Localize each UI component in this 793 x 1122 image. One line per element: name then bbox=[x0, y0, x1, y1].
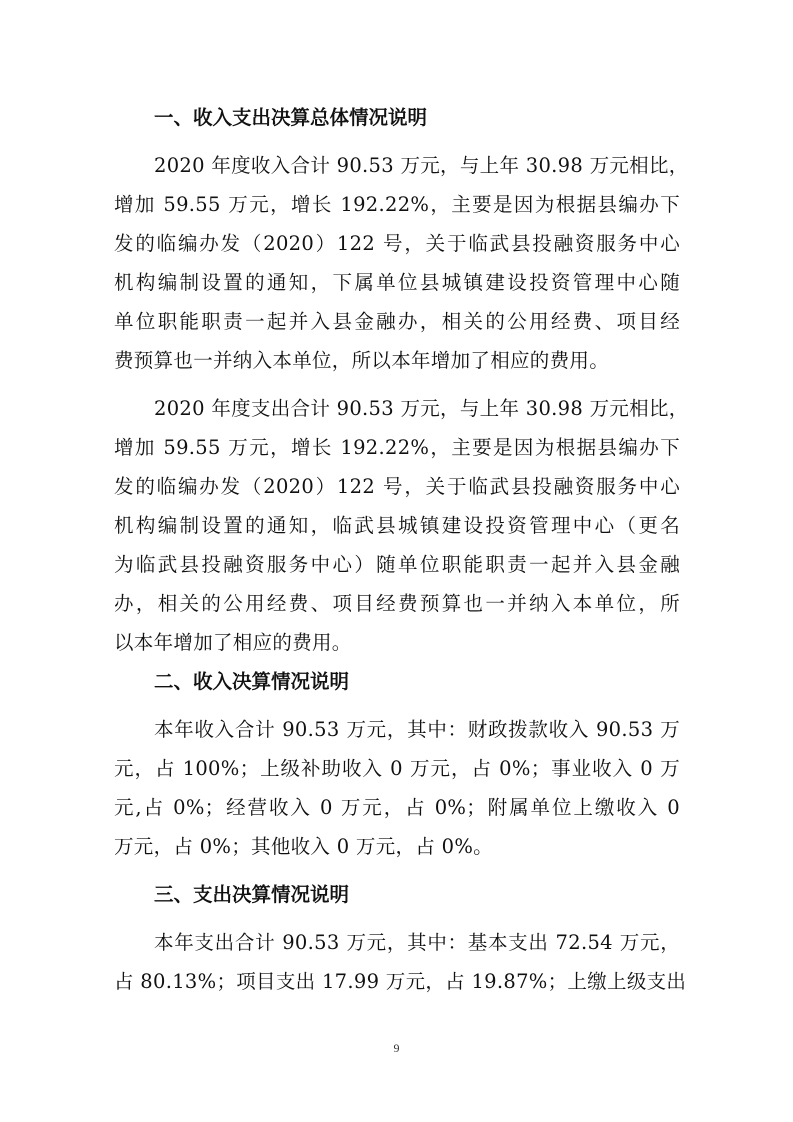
paragraph-income-overall bbox=[114, 146, 689, 380]
text-line: 单位职能职责一起并入县金融办，相关的公用经费、项目经 bbox=[114, 310, 680, 333]
text-line: 2020 年度支出合计 90.53 万元，与上年 30.98 万元相比， bbox=[154, 397, 689, 420]
text-line: 占 80.13%；项目支出 17.99 万元，占 19.87%；上缴上级支出 bbox=[114, 970, 687, 993]
text-line: 本年收入合计 90.53 万元，其中：财政拨款收入 90.53 万 bbox=[154, 718, 680, 741]
section-heading-expense: 三、支出决算情况说明 bbox=[154, 883, 350, 906]
document-body bbox=[114, 98, 689, 1001]
paragraph-income-detail bbox=[114, 710, 680, 866]
text-line: 费预算也一并纳入本单位，所以本年增加了相应的费用。 bbox=[114, 349, 610, 372]
text-line: 元，占 100%；上级补助收入 0 万元，占 0%；事业收入 0 万 bbox=[114, 757, 680, 780]
text-line: 办，相关的公用经费、项目经费预算也一并纳入本单位，所 bbox=[114, 592, 680, 615]
section-heading-income: 二、收入决算情况说明 bbox=[154, 670, 350, 693]
text-line: 发的临编办发（2020）122 号，关于临武县投融资服务中心 bbox=[114, 232, 680, 255]
text-line: 万元，占 0%；其他收入 0 万元，占 0%。 bbox=[114, 835, 493, 858]
text-line: 元,占 0%；经营收入 0 万元，占 0%；附属单位上缴收入 0 bbox=[114, 796, 680, 819]
text-line: 为临武县投融资服务中心）随单位职能职责一起并入县金融 bbox=[114, 553, 680, 576]
text-line: 发的临编办发（2020）122 号，关于临武县投融资服务中心 bbox=[114, 475, 680, 498]
paragraph-expense-overall bbox=[114, 389, 689, 662]
text-line: 增加 59.55 万元，增长 192.22%，主要是因为根据县编办下 bbox=[114, 436, 680, 459]
text-line: 本年支出合计 90.53 万元，其中：基本支出 72.54 万元， bbox=[154, 931, 680, 954]
text-line: 2020 年度收入合计 90.53 万元，与上年 30.98 万元相比， bbox=[154, 154, 689, 177]
page-number: 9 bbox=[393, 1041, 400, 1055]
text-line: 机构编制设置的通知，下属单位县城镇建设投资管理中心随 bbox=[114, 271, 680, 294]
text-line: 机构编制设置的通知，临武县城镇建设投资管理中心（更名 bbox=[114, 514, 680, 537]
text-line: 增加 59.55 万元，增长 192.22%，主要是因为根据县编办下 bbox=[114, 193, 680, 216]
paragraph-expense-detail bbox=[114, 923, 687, 1001]
section-heading-overall: 一、收入支出决算总体情况说明 bbox=[154, 106, 428, 129]
text-line: 以本年增加了相应的费用。 bbox=[114, 631, 352, 654]
